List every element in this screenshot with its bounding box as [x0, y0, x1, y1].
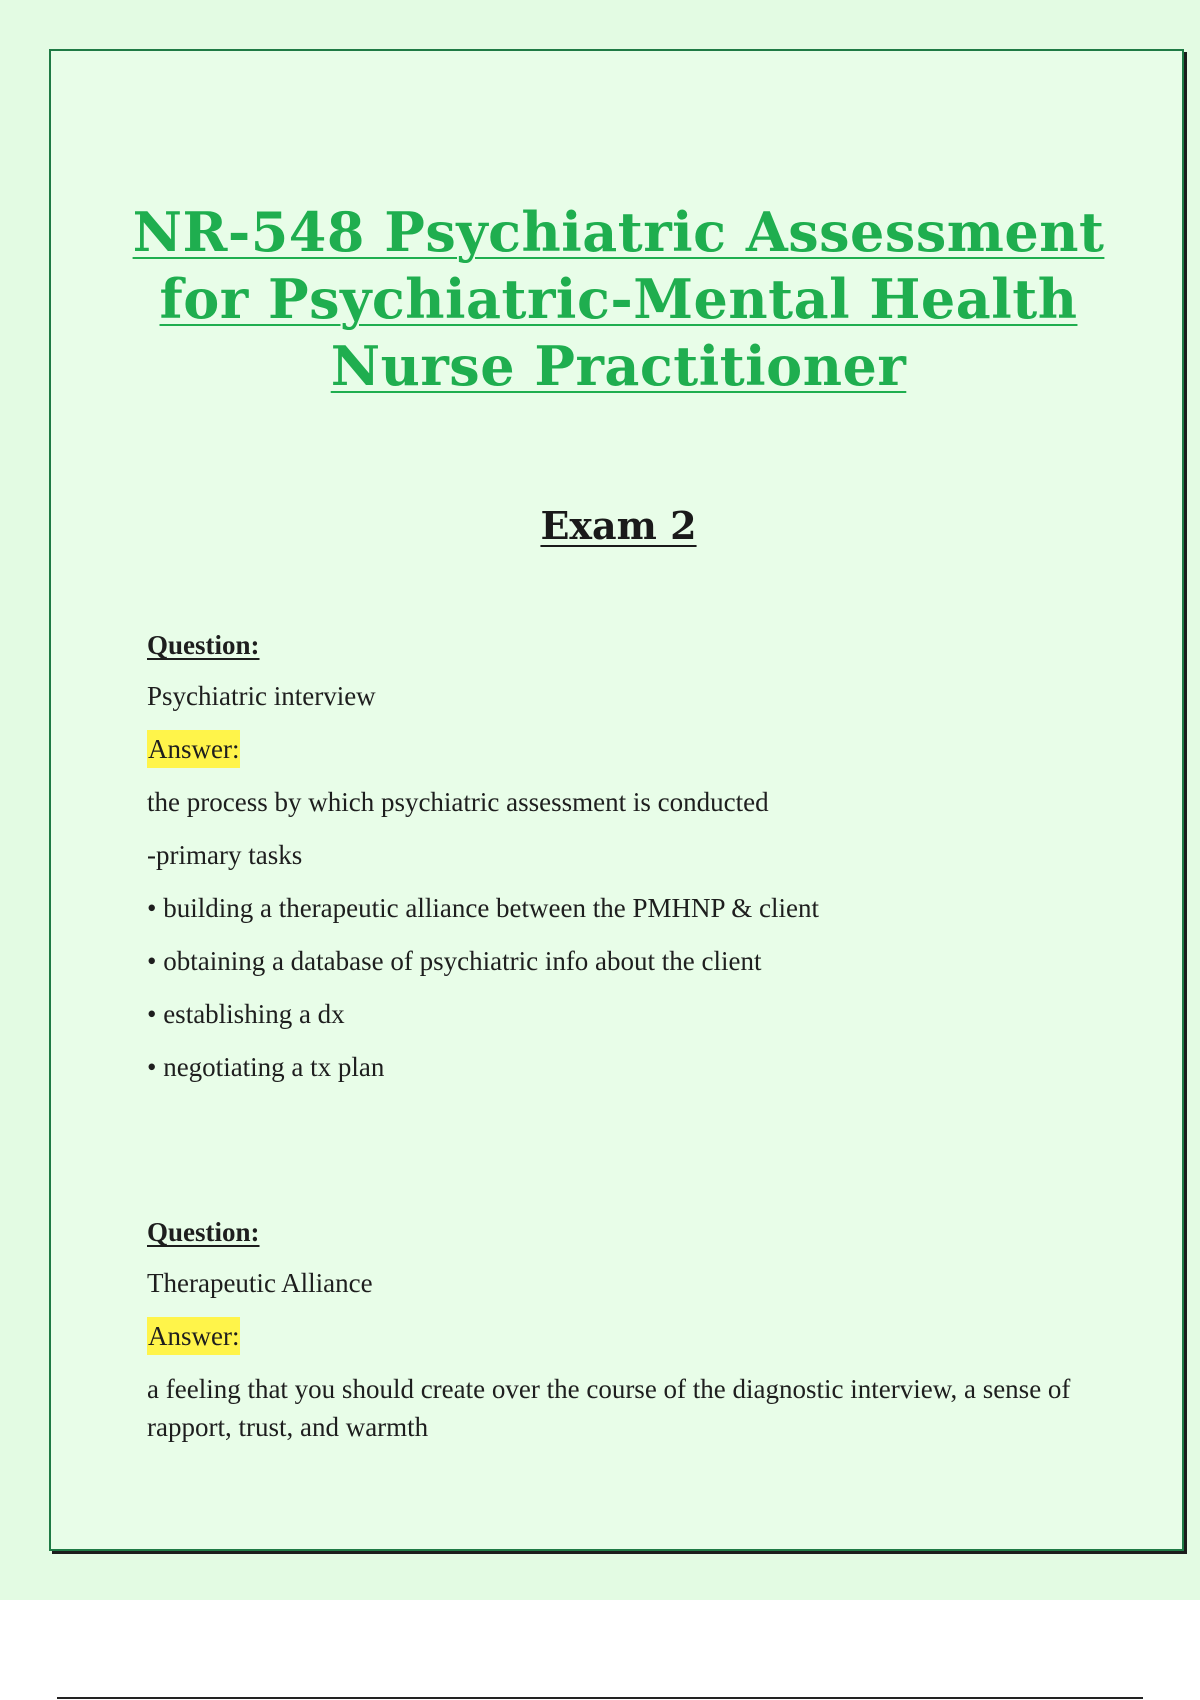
document-title [51, 199, 1186, 400]
title-line-2: for Psychiatric-Mental Health [159, 267, 1078, 331]
answer-text: a feeling that you should create over the course of the diagnostic interview, a sense of rapport, trust, and warmth [147, 1374, 1071, 1442]
document-frame [49, 49, 1184, 1551]
answer-line: -primary tasks [147, 840, 303, 870]
answer-label-row [147, 1317, 1127, 1355]
question-text: Psychiatric interview [147, 681, 376, 711]
answer-label: Answer: [147, 730, 240, 768]
question-text: Therapeutic Alliance [147, 1268, 373, 1298]
exam-subtitle: Exam 2 [540, 503, 697, 548]
question-label: Question: [147, 630, 260, 660]
answer-bullet: • negotiating a tx plan [147, 1052, 385, 1082]
title-line-3: Nurse Practitioner [330, 334, 907, 398]
answer-bullet: • building a therapeutic alliance between the PMHNP & client [147, 893, 820, 923]
answer-bullet: • establishing a dx [147, 999, 345, 1029]
qa-block-2 [147, 1215, 1127, 1446]
title-line-1: NR-548 Psychiatric Assessment [132, 200, 1105, 264]
footer-divider [57, 1697, 1143, 1699]
answer-bullet: • obtaining a database of psychiatric info about the client [147, 946, 762, 976]
question-label: Question: [147, 1217, 260, 1247]
answer-label: Answer: [147, 1317, 240, 1355]
answer-line: the process by which psychiatric assessment is conducted [147, 787, 769, 817]
answer-label-row [147, 730, 1127, 768]
qa-block-1 [147, 628, 1127, 1086]
